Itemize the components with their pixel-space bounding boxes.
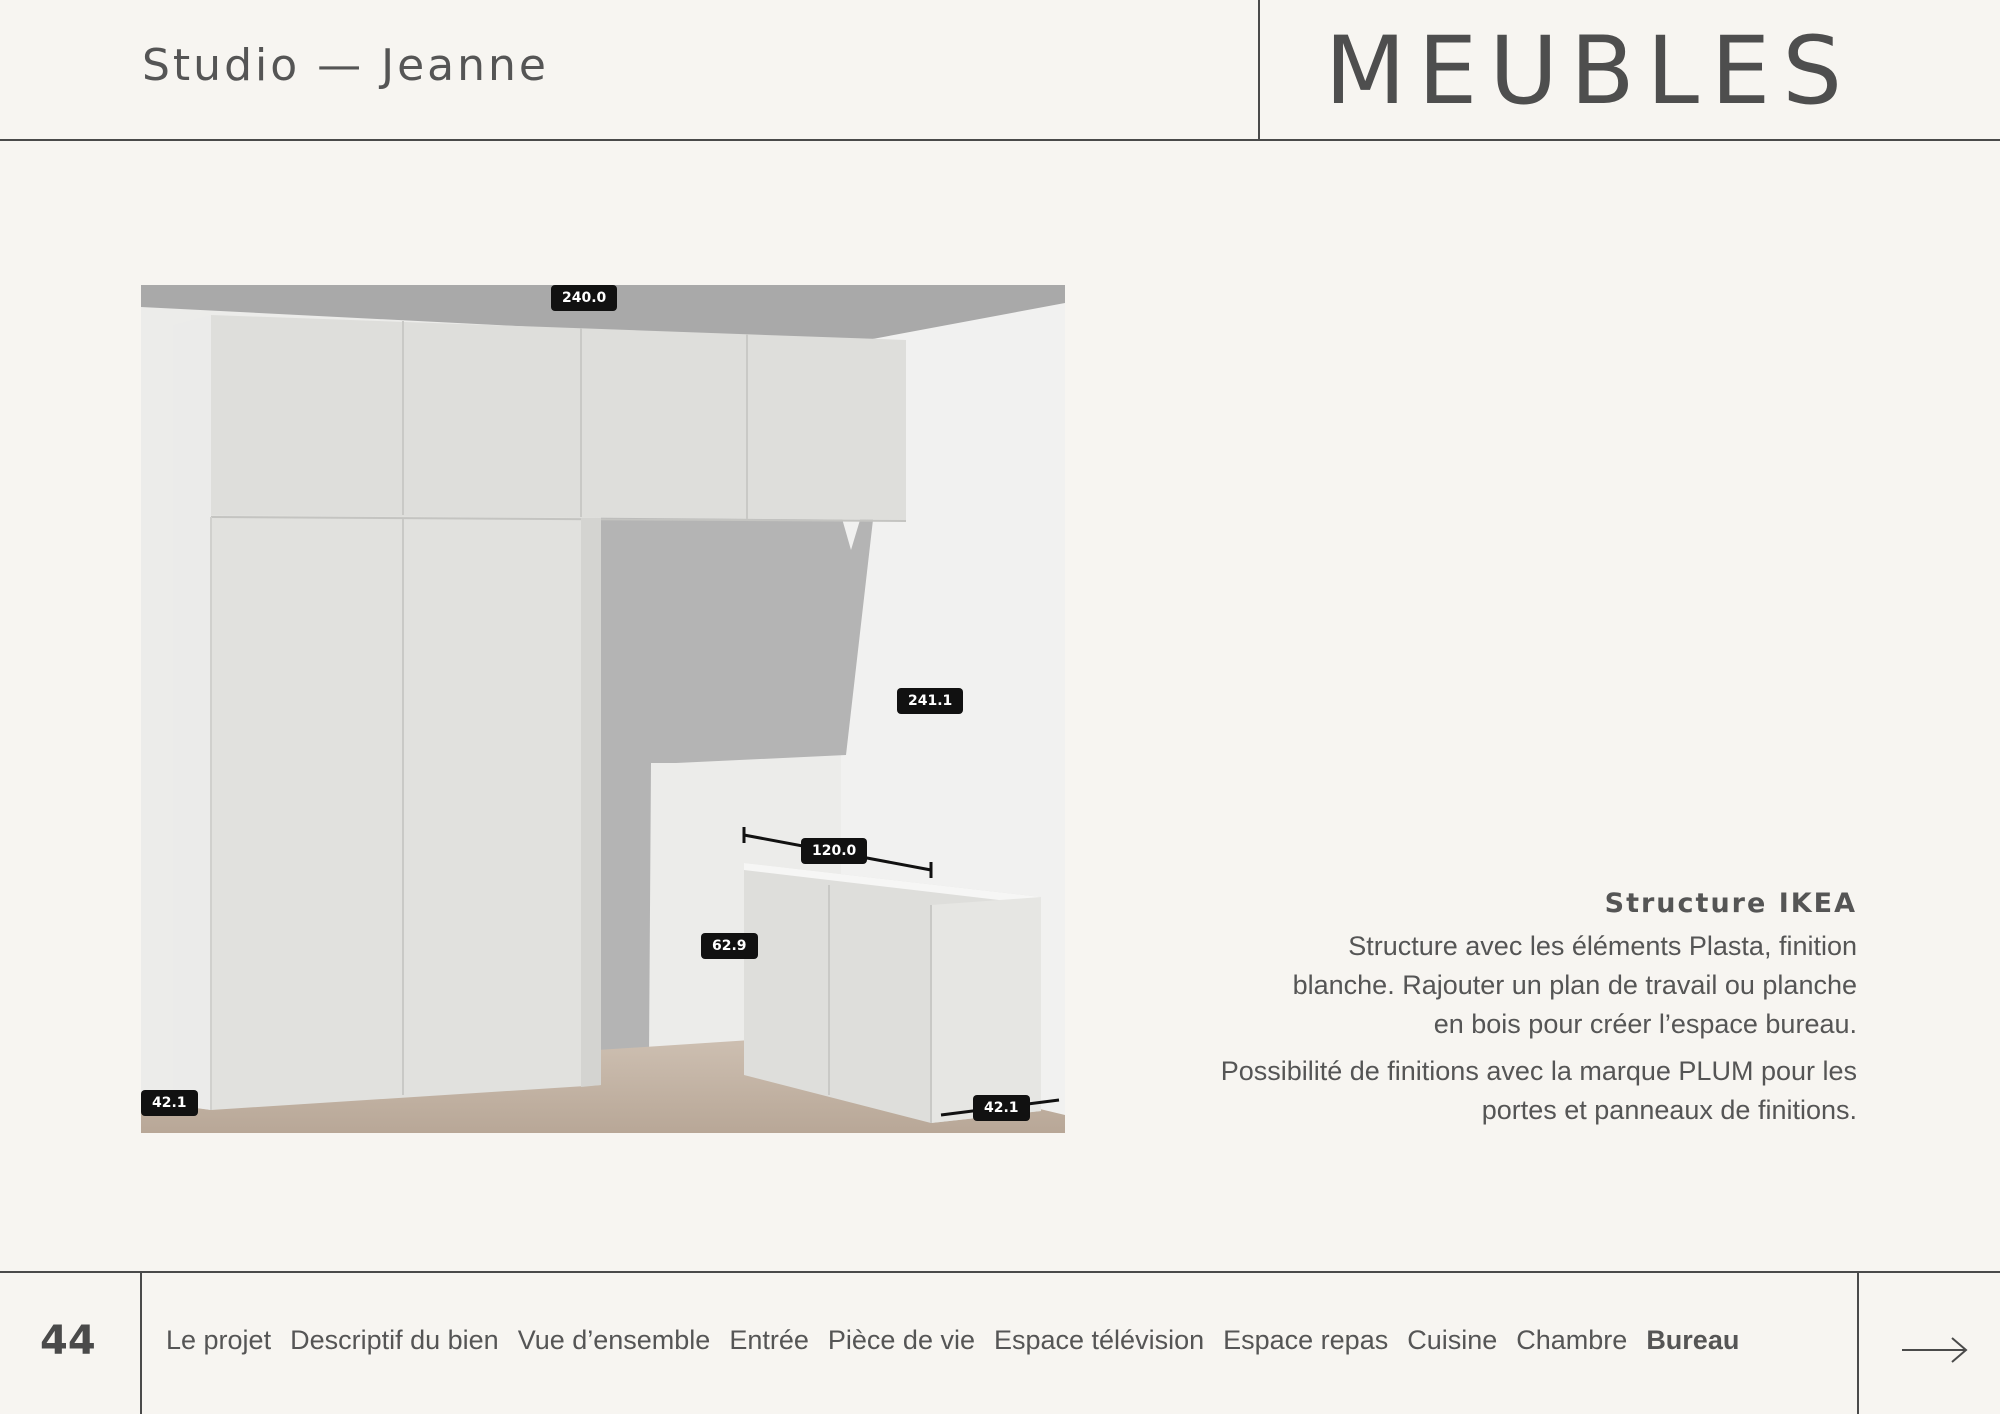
arrow-right-icon <box>1900 1330 1970 1370</box>
section-title: MEUBLES <box>1324 17 1854 126</box>
section-nav <box>166 1325 1739 1356</box>
project-title: Studio — Jeanne <box>142 40 549 91</box>
nav-item-entree[interactable]: Entrée <box>729 1325 809 1355</box>
nav-item-bureau[interactable]: Bureau <box>1646 1325 1740 1355</box>
nav-item-piece-de-vie[interactable]: Pièce de vie <box>827 1325 975 1355</box>
header-divider <box>0 139 2000 141</box>
nav-item-cuisine[interactable]: Cuisine <box>1407 1325 1498 1355</box>
nav-item-vue-d-ensemble[interactable]: Vue d’ensemble <box>517 1325 711 1355</box>
nav-item-espace-repas[interactable]: Espace repas <box>1223 1325 1389 1355</box>
dimension-label: 241.1 <box>897 688 963 714</box>
page-number: 44 <box>40 1318 96 1364</box>
description-block <box>1157 888 1857 1138</box>
dimension-label: 240.0 <box>551 285 617 311</box>
furniture-render-image <box>141 285 1065 1133</box>
footer-divider <box>0 1271 2000 1273</box>
nav-item-espace-television[interactable]: Espace télévision <box>993 1325 1205 1355</box>
dimension-label: 42.1 <box>141 1090 198 1116</box>
footer-left-divider <box>140 1272 142 1414</box>
footer-right-divider <box>1857 1272 1859 1414</box>
description-paragraph: Possibilité de finitions avec la marque PLUM pour les portes et panneaux de finitions. <box>1220 1056 1857 1125</box>
dimension-label: 62.9 <box>701 933 758 959</box>
header-vertical-divider <box>1258 0 1260 140</box>
dimension-label: 120.0 <box>801 838 867 864</box>
next-page-button[interactable] <box>1900 1330 1970 1370</box>
nav-item-le-projet[interactable]: Le projet <box>166 1325 272 1355</box>
nav-item-chambre[interactable]: Chambre <box>1516 1325 1628 1355</box>
description-paragraph: Structure avec les éléments Plasta, finition blanche. Rajouter un plan de travail ou planche en bois pour créer l’espace bureau. <box>1292 931 1857 1039</box>
description-heading: Structure IKEA <box>1604 888 1857 919</box>
nav-item-descriptif-du-bien[interactable]: Descriptif du bien <box>290 1325 499 1355</box>
dimension-label: 42.1 <box>973 1095 1030 1121</box>
